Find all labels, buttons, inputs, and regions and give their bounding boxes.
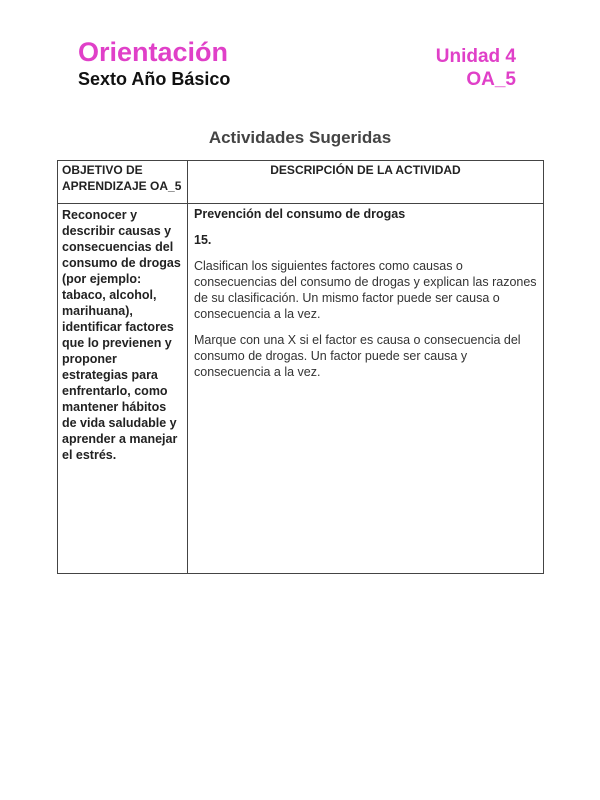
page-title: Orientación	[78, 37, 229, 67]
activity-paragraph-2: Marque con una X si el factor es causa o consecuencia del consumo de drogas. Un factor puede ser causa y consecuencia a la vez.	[194, 333, 521, 379]
page-subtitle: Sexto Año Básico	[78, 69, 231, 89]
activities-table	[57, 160, 544, 574]
page-header-right	[436, 45, 516, 91]
description-cell	[188, 204, 544, 574]
objective-text: Reconocer y describir causas y consecuencias del consumo de drogas (por ejemplo: tabaco, alcohol, marihuana), identificar factores que lo previenen y proponer estrategias para enfrentarlo, como mantener hábitos de vida saludable y aprender a manejar el estrés.	[62, 208, 181, 462]
header-objective-label: OBJETIVO DE APRENDIZAJE OA_5	[62, 163, 182, 193]
table-row	[58, 204, 544, 574]
table-header-row	[58, 161, 544, 204]
page-header-left	[78, 36, 230, 90]
description-content	[188, 204, 543, 392]
oa-label: OA_5	[466, 69, 516, 90]
objective-cell	[58, 204, 188, 574]
section-title: Actividades Sugeridas	[208, 128, 392, 147]
unit-label: Unidad 4	[435, 46, 516, 67]
activity-title: Prevención del consumo de drogas	[194, 207, 406, 221]
activity-paragraph-1: Clasifican los siguientes factores como causas o consecuencias del consumo de drogas y explican las razones de su clasificación. Un mismo factor puede ser causa o consecuencia a la vez.	[194, 259, 537, 321]
header-description	[188, 161, 544, 204]
activity-number: 15.	[194, 233, 212, 247]
header-description-label: DESCRIPCIÓN DE LA ACTIVIDAD	[270, 163, 461, 177]
header-objective	[58, 161, 188, 204]
